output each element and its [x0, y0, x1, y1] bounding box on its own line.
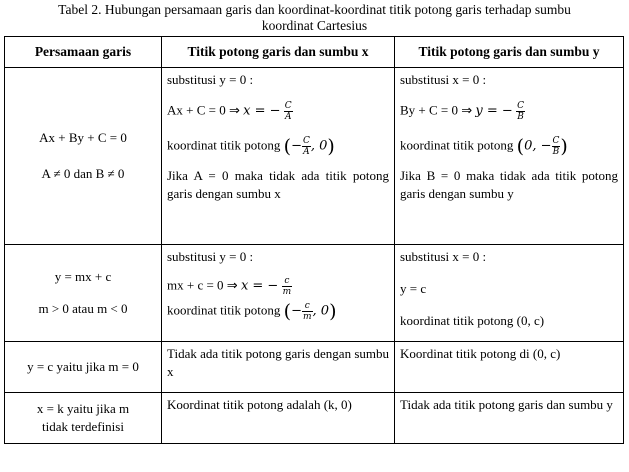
coordinate-line: koordinat titik potong (− $\frac{C}{A}$ , 0) [167, 135, 335, 158]
table-row [5, 393, 624, 444]
equation-condition: m > 0 atau m < 0 [38, 301, 128, 316]
frac-den: B [552, 147, 560, 157]
note-text: Jika A = 0 maka tidak ada titik potong garis dengan sumbu x [167, 168, 389, 201]
coordinate-line: koordinat titik potong (0, − $\frac{C}{B}$ ) [400, 135, 568, 158]
frac-num: C [302, 136, 310, 146]
coordinate-line: koordinat titik potong (0, c) [400, 313, 545, 328]
solve-step [400, 101, 618, 122]
equation-line: x = k yaitu jika m [36, 401, 130, 416]
solve-step [167, 276, 389, 297]
substitution-text: substitusi y = 0 : [167, 72, 254, 87]
header-persamaan: Persamaan garis [5, 37, 162, 68]
fraction [302, 301, 313, 322]
frac-num: C [552, 136, 560, 146]
header-row [5, 37, 624, 68]
coord-minus: − [291, 303, 302, 319]
coord-label: koordinat titik potong [167, 137, 281, 153]
header-sumbu-y: Titik potong garis dan sumbu y [395, 37, 624, 68]
table-row [5, 342, 624, 393]
y-intercept-cell [395, 68, 624, 245]
coordinate-line: koordinat titik potong (− $\frac{c}{m}$ , 0) [167, 300, 337, 323]
frac-den: B [517, 112, 524, 122]
solve-step: y = c [400, 281, 427, 296]
fraction [516, 101, 525, 122]
coord-label: koordinat titik potong [400, 137, 514, 153]
relation-table [4, 36, 624, 444]
coord-tail: , 0 [312, 303, 330, 319]
frac-den: A [284, 112, 292, 122]
coord-tail: , 0 [310, 138, 328, 154]
equation-condition: tidak terdefinisi [42, 419, 124, 434]
caption-line-2: koordinat Cartesius [261, 18, 368, 33]
equation-cell [5, 393, 162, 444]
frac-den: A [303, 147, 310, 157]
fraction [282, 276, 293, 297]
x-intercept-cell [162, 68, 395, 245]
frac-num: c [302, 301, 313, 312]
coord-head: 0, − [524, 138, 552, 154]
x-intercept-cell [162, 245, 395, 342]
table-row [5, 68, 624, 245]
substitution-text: substitusi y = 0 : [167, 249, 254, 264]
substitution-text: substitusi x = 0 : [400, 249, 487, 264]
frac-den: m [282, 287, 292, 297]
y-intercept-cell [395, 245, 624, 342]
substitution-text: substitusi x = 0 : [400, 72, 487, 87]
frac-num: C [517, 101, 524, 111]
equation-cell [5, 68, 162, 245]
caption-line-1: Tabel 2. Hubungan persamaan garis dan koordinat-koordinat titik potong garis terhadap sumbu [58, 2, 571, 17]
x-intercept-cell: Tidak ada titik potong garis dengan sumbu x [162, 342, 395, 393]
step-left: mx + c = 0 ⇒ [167, 277, 241, 293]
equation-condition: A ≠ 0 dan B ≠ 0 [41, 166, 125, 181]
step-var: x = − [243, 103, 281, 119]
equation-line: y = mx + c [54, 269, 112, 284]
note-text: Jika B = 0 maka tidak ada titik potong garis dengan sumbu y [400, 168, 618, 201]
step-left: By + C = 0 ⇒ [400, 102, 476, 118]
table-caption [0, 2, 629, 34]
coord-label: koordinat titik potong [167, 302, 281, 318]
equation-cell [5, 245, 162, 342]
equation-cell [5, 342, 162, 393]
table-row [5, 245, 624, 342]
header-sumbu-x: Titik potong garis dan sumbu x [162, 37, 395, 68]
x-intercept-cell: Koordinat titik potong adalah (k, 0) [162, 393, 395, 444]
fraction [302, 136, 311, 157]
frac-num: c [282, 276, 293, 287]
step-var: y = − [475, 103, 513, 119]
equation-line: y = c yaitu jika m = 0 [27, 359, 139, 374]
step-var: x = − [240, 278, 279, 294]
fraction [284, 101, 293, 122]
coord-minus: − [291, 138, 302, 154]
y-intercept-cell: Tidak ada titik potong garis dan sumbu y [395, 393, 624, 444]
equation-line: Ax + By + C = 0 [39, 130, 127, 145]
step-left: Ax + C = 0 ⇒ [167, 102, 244, 118]
frac-num: C [284, 101, 292, 111]
y-intercept-cell: Koordinat titik potong di (0, c) [395, 342, 624, 393]
frac-den: m [302, 312, 312, 322]
solve-step [167, 101, 389, 122]
